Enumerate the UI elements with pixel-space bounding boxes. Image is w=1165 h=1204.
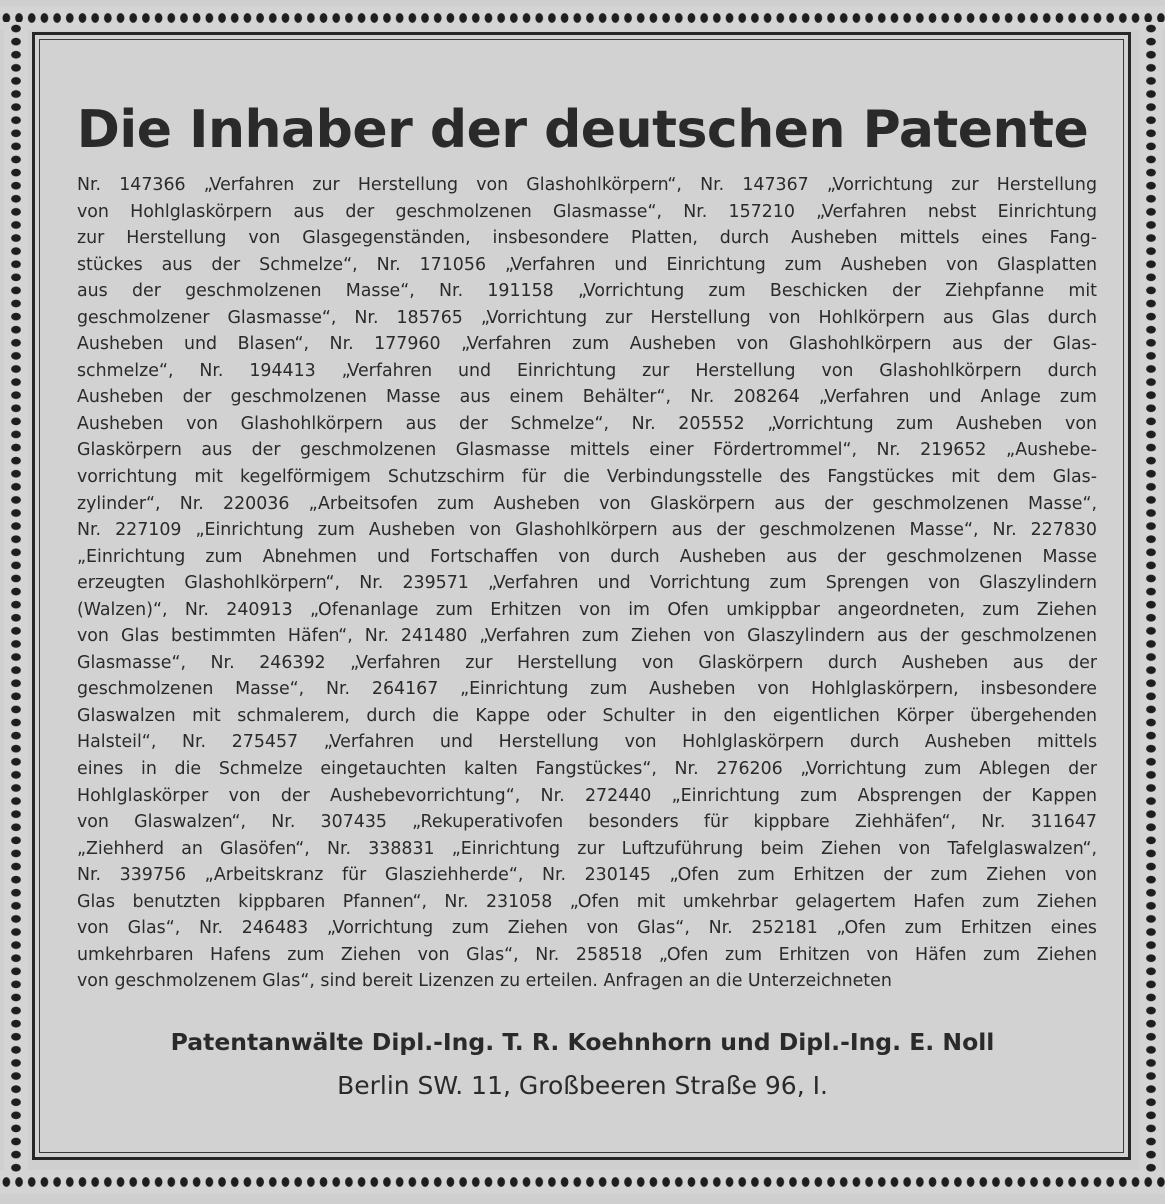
paragraph-line: stückes aus der Schmelze“, Nr. 171056 „Verfahren und Einrichtung zum Ausheben von Glasplatten	[77, 254, 1097, 275]
dotted-border-top	[0, 6, 1165, 30]
paragraph-line: von Glas bestimmten Häfen“, Nr. 241480 „Verfahren zum Ziehen von Glaszylindern aus der geschmolzenen	[77, 626, 1097, 647]
signature-firm: Patentanwälte Dipl.-Ing. T. R. Koehnhorn und Dipl.-Ing. E. Noll	[170, 1028, 995, 1056]
paragraph-line: „Ziehherd an Glasöfen“, Nr. 338831 „Einrichtung zur Luftzuführung beim Ziehen von Tafelglaswalzen“,	[77, 838, 1097, 859]
paragraph-line: erzeugten Glashohlkörpern“, Nr. 239571 „Verfahren und Vorrichtung zum Sprengen von Glaszylindern	[77, 573, 1097, 594]
paragraph-line: vorrichtung mit kegelförmigem Schutzschirm für die Verbindungsstelle des Fangstückes mit dem Glas-	[77, 467, 1097, 488]
paragraph-line: Ausheben von Glashohlkörpern aus der Schmelze“, Nr. 205552 „Vorrichtung zum Ausheben von	[77, 413, 1097, 434]
dotted-border-bottom	[0, 1170, 1165, 1194]
signature-address: Berlin SW. 11, Großbeeren Straße 96, I.	[337, 1071, 828, 1100]
dotted-border-left	[4, 22, 28, 1172]
dotted-border-right	[1139, 22, 1163, 1172]
paragraph-line: Ausheben und Blasen“, Nr. 177960 „Verfahren zum Ausheben von Glashohlkörpern aus der Glas-	[77, 334, 1097, 355]
paragraph-line: Glasmasse“, Nr. 246392 „Verfahren zur Herstellung von Glaskörpern durch Ausheben aus der	[77, 652, 1097, 673]
patent-list-paragraph	[77, 172, 1097, 995]
paragraph-line: umkehrbaren Hafens zum Ziehen von Glas“, Nr. 258518 „Ofen zum Erhitzen von Häfen zum Ziehen	[77, 944, 1097, 965]
paragraph-line: zur Herstellung von Glasgegenständen, insbesondere Platten, durch Ausheben mittels eines Fang-	[77, 228, 1097, 249]
paragraph-line: Nr. 339756 „Arbeitskranz für Glasziehherde“, Nr. 230145 „Ofen zum Erhitzen der zum Ziehen von	[77, 865, 1097, 886]
paragraph-line: Ausheben der geschmolzenen Masse aus einem Behälter“, Nr. 208264 „Verfahren und Anlage zum	[77, 387, 1097, 408]
paragraph-line: Glaswalzen mit schmalerem, durch die Kappe oder Schulter in den eigentlichen Körper übergehenden	[77, 705, 1097, 726]
ad-headline: Die Inhaber der deutschen Patente	[76, 100, 1089, 160]
paragraph-line: eines in die Schmelze eingetauchten kalten Fangstückes“, Nr. 276206 „Vorrichtung zum Ablegen der	[77, 759, 1097, 780]
paragraph-line: Nr. 147366 „Verfahren zur Herstellung von Glashohlkörpern“, Nr. 147367 „Vorrichtung zur Herstellung	[77, 175, 1097, 195]
paragraph-line: Nr. 227109 „Einrichtung zum Ausheben von Glashohlkörpern aus der geschmolzenen Masse“, Nr. 227830	[77, 520, 1097, 541]
paragraph-line: schmelze“, Nr. 194413 „Verfahren und Einrichtung zur Herstellung von Glashohlkörpern durch	[77, 360, 1097, 381]
paragraph-line: Halsteil“, Nr. 275457 „Verfahren und Herstellung von Hohlglaskörpern durch Ausheben mittels	[77, 732, 1097, 753]
paragraph-line: von Hohlglaskörpern aus der geschmolzenen Glasmasse“, Nr. 157210 „Verfahren nebst Einrichtung	[77, 201, 1097, 222]
paragraph-line: geschmolzener Glasmasse“, Nr. 185765 „Vorrichtung zur Herstellung von Hohlkörpern aus Glas durch	[77, 307, 1097, 328]
paragraph-line: von Glas“, Nr. 246483 „Vorrichtung zum Ziehen von Glas“, Nr. 252181 „Ofen zum Erhitzen eines	[77, 918, 1097, 939]
paragraph-line: Hohlglaskörper von der Aushebevorrichtung“, Nr. 272440 „Einrichtung zum Absprengen der Kappen	[77, 785, 1097, 806]
paragraph-line: „Einrichtung zum Abnehmen und Fortschaffen von durch Ausheben aus der geschmolzenen Masse	[77, 546, 1097, 567]
paragraph-line: Glaskörpern aus der geschmolzenen Glasmasse mittels einer Fördertrommel“, Nr. 219652 „Aushebe-	[77, 440, 1097, 461]
paragraph-line: von Glaswalzen“, Nr. 307435 „Rekuperativofen besonders für kippbare Ziehhäfen“, Nr. 311647	[77, 812, 1097, 833]
paragraph-line: (Walzen)“, Nr. 240913 „Ofenanlage zum Erhitzen von im Ofen umkippbar angeordneten, zum Ziehen	[77, 599, 1097, 620]
paragraph-line: geschmolzenen Masse“, Nr. 264167 „Einrichtung zum Ausheben von Hohlglaskörpern, insbesondere	[77, 679, 1097, 700]
paragraph-line: Glas benutzten kippbaren Pfannen“, Nr. 231058 „Ofen mit umkehrbar gelagertem Hafen zum Ziehen	[77, 891, 1097, 912]
paragraph-line: aus der geschmolzenen Masse“, Nr. 191158 „Vorrichtung zum Beschicken der Ziehpfanne mit	[77, 281, 1097, 302]
paragraph-line: zylinder“, Nr. 220036 „Arbeitsofen zum Ausheben von Glaskörpern aus der geschmolzenen Masse“,	[77, 493, 1097, 514]
paragraph-line: von geschmolzenem Glas“, sind bereit Lizenzen zu erteilen. Anfragen an die Unterzeichneten	[77, 971, 892, 992]
